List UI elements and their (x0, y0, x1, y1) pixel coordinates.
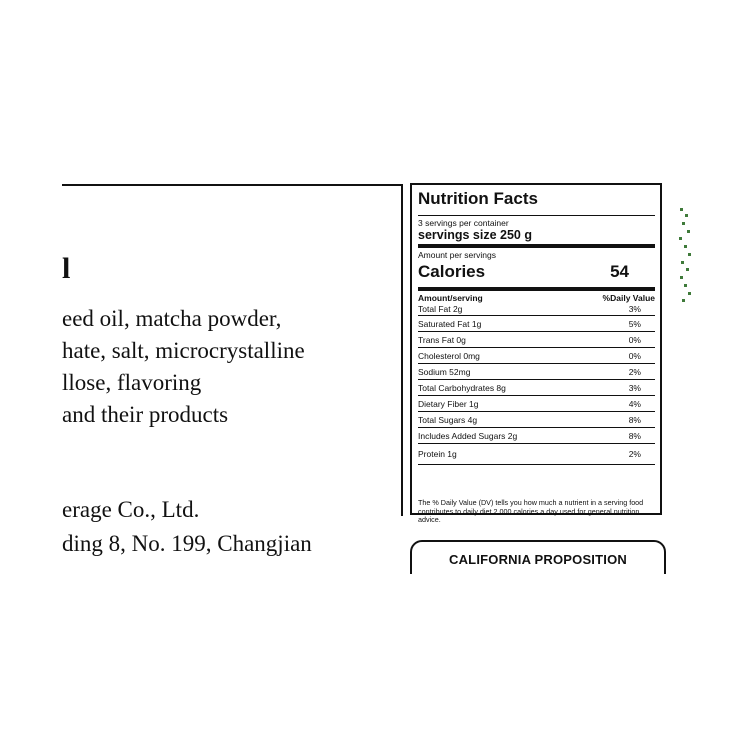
nutrient-dv: 2% (628, 366, 641, 377)
dv-footnote: The % Daily Value (DV) tells you how much a nutrient in a serving food contributes to daily diet 2,000 calories a day used for general nutrition advice. (418, 498, 644, 524)
prop65-title: CALIFORNIA PROPOSITION (449, 552, 627, 567)
nutrient-label: Dietary Fiber 1g (418, 398, 479, 409)
ingredients-line-2: hate, salt, microcrystalline (62, 338, 305, 363)
nutrient-dv: 3% (628, 382, 641, 393)
company-line-2: ding 8, No. 199, Changjian (62, 531, 312, 556)
servings-per-container: 3 servings per container (418, 218, 509, 228)
nutrient-dv: 5% (628, 318, 641, 329)
nutrient-row (418, 396, 655, 412)
nutrient-label: Protein 1g (418, 449, 457, 459)
nutrient-label: Total Carbohydrates 8g (418, 382, 506, 393)
panel-top-border (62, 184, 402, 186)
dv-header-row (418, 293, 655, 303)
calories-row (418, 260, 655, 285)
image-crop-edge (400, 574, 700, 634)
nutrient-label: Total Sugars 4g (418, 414, 478, 425)
amount-per-serving: Amount per servings (418, 250, 496, 260)
nutrient-dv: 8% (628, 414, 641, 425)
nutrient-label: Sodium 52mg (418, 366, 471, 377)
nutrient-dv: 8% (628, 430, 641, 441)
nutrient-label: Total Fat 2g (418, 304, 463, 314)
nutrient-row (418, 444, 655, 465)
dv-header: %Daily Value (602, 293, 655, 303)
nutrient-row (418, 303, 655, 316)
nutrient-label: Trans Fat 0g (418, 334, 466, 345)
matcha-print-fragment (678, 204, 692, 304)
thick-divider (418, 287, 655, 291)
calories-label: Calories (418, 262, 486, 281)
nutrition-facts-panel (410, 183, 662, 524)
ingredients-line-4: and their products (62, 402, 229, 427)
serving-size: servings size 250 g (418, 228, 532, 242)
nutrient-row (418, 428, 655, 444)
ingredients-line-3: llose, flavoring (62, 370, 202, 395)
nutrient-dv: 4% (628, 398, 641, 409)
heading-fragment: l (62, 252, 71, 285)
calories-value: 54 (610, 262, 629, 281)
panel-divider (401, 184, 403, 516)
nutrient-row (418, 332, 655, 348)
nutrient-row (418, 412, 655, 428)
nutrition-title: Nutrition Facts (418, 189, 538, 208)
nutrient-row (418, 380, 655, 396)
amount-header: Amount/serving (418, 293, 483, 303)
nutrient-row (418, 316, 655, 332)
company-line-1: erage Co., Ltd. (62, 497, 200, 522)
nutrient-label: Includes Added Sugars 2g (418, 430, 518, 441)
nutrient-dv: 0% (628, 334, 641, 345)
thick-divider (418, 244, 655, 248)
nutrient-row (418, 348, 655, 364)
nutrient-dv: 0% (628, 350, 641, 361)
divider (418, 215, 655, 216)
nutrient-dv: 2% (628, 449, 641, 459)
nutrient-row (418, 364, 655, 380)
ingredients-line-1: eed oil, matcha powder, (62, 306, 282, 331)
nutrient-dv: 3% (628, 304, 641, 314)
nutrient-label: Cholesterol 0mg (418, 350, 480, 361)
nutrient-label: Saturated Fat 1g (418, 318, 482, 329)
